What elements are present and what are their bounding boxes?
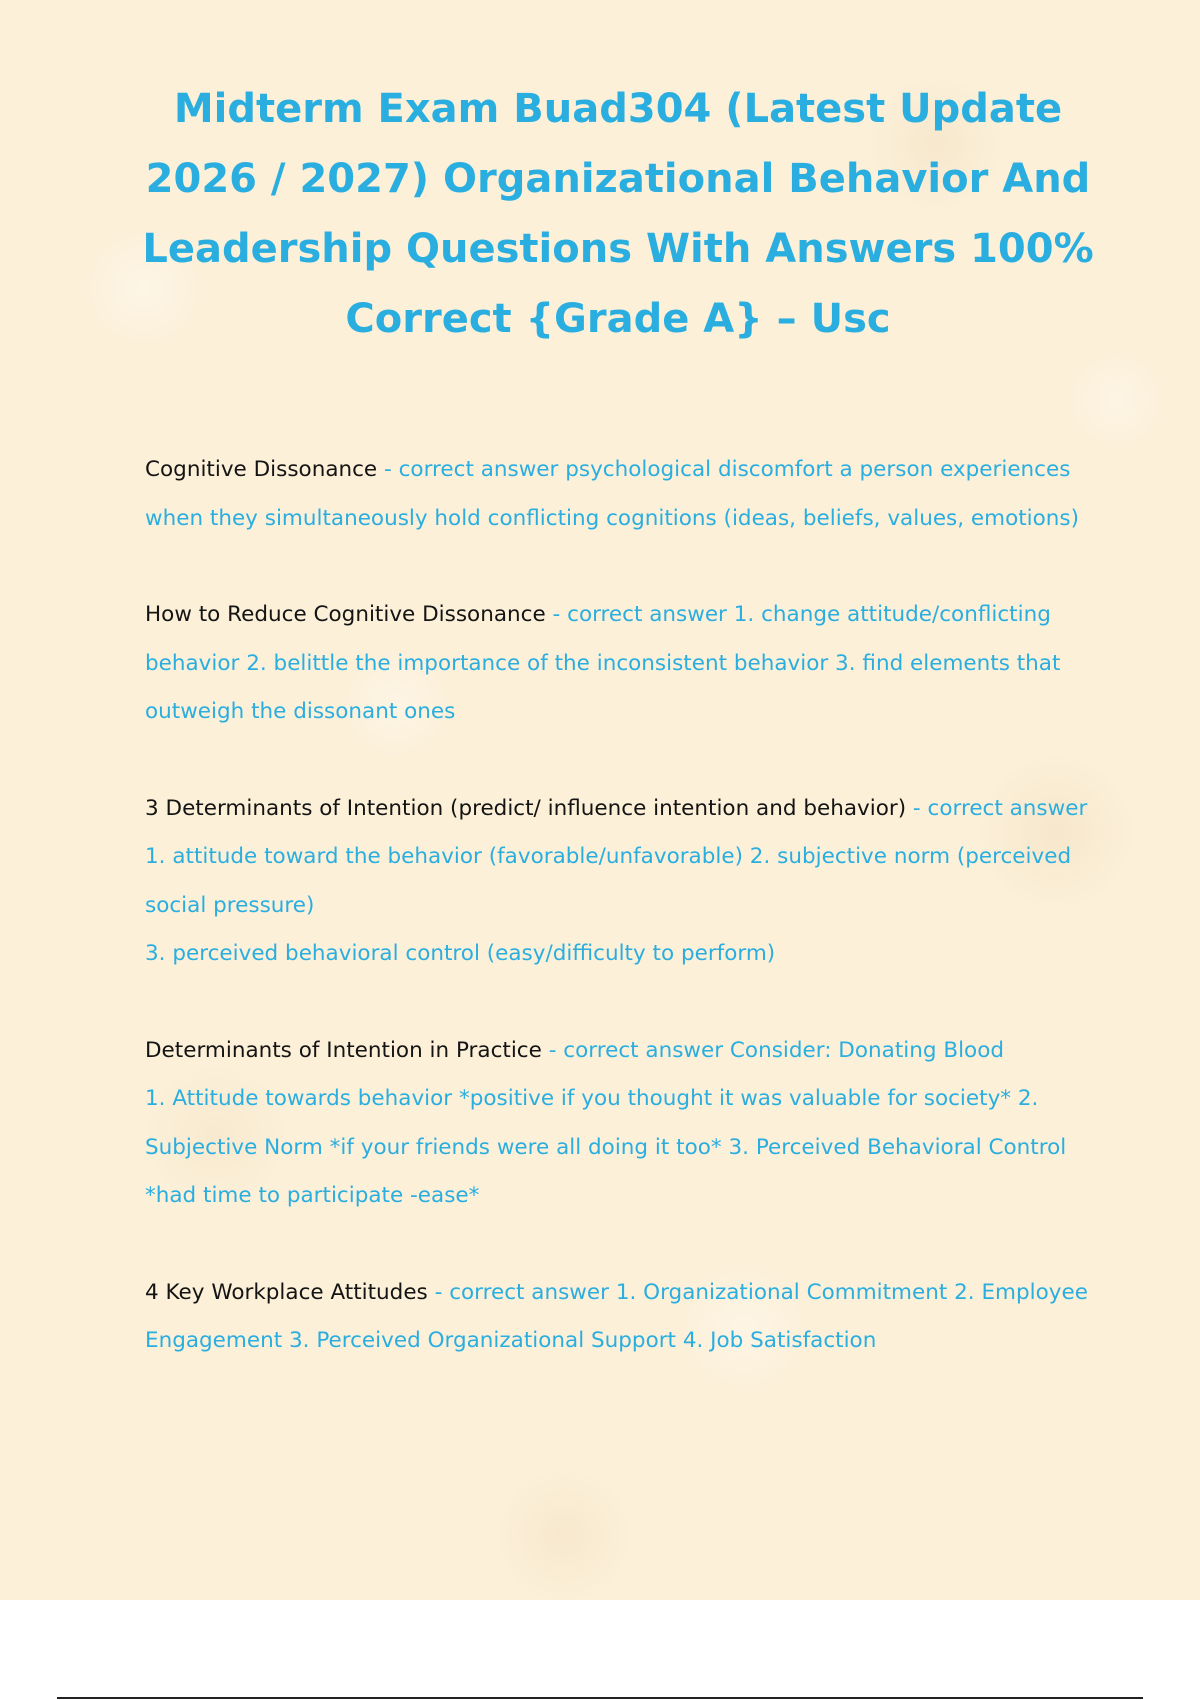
- entry-separator: -: [377, 457, 399, 482]
- entry-answer-continued: 1. Attitude towards behavior *positive if you thought it was valuable for society* 2. Subjective Norm *if your friends were all doing it too* 3. Perceived Behavioral Control *had time to participate -ease*: [145, 1086, 1067, 1208]
- qa-entry: [145, 1027, 1095, 1221]
- entry-answer-prefix: correct answer: [449, 1279, 609, 1305]
- entry-separator: -: [545, 602, 568, 627]
- entry-answer-prefix: correct answer: [563, 1037, 724, 1063]
- entry-answer-continued: 3. perceived behavioral control (easy/difficulty to perform): [145, 941, 776, 966]
- entry-term: Cognitive Dissonance: [145, 457, 378, 482]
- entry-separator: -: [906, 795, 928, 821]
- qa-entry: [145, 785, 1095, 979]
- qa-entry: [145, 446, 1095, 543]
- entry-term: 3 Determinants of Intention (predict/ influence intention and behavior): [145, 795, 907, 821]
- entry-term: Determinants of Intention in Practice: [145, 1037, 542, 1063]
- entry-answer-prefix: correct answer: [567, 602, 727, 627]
- entry-answer: Consider: Donating Blood: [729, 1037, 1005, 1063]
- qa-list: [145, 446, 1095, 1414]
- qa-entry: [145, 1269, 1095, 1366]
- entry-term: How to Reduce Cognitive Dissonance: [145, 602, 546, 627]
- entry-term: 4 Key Workplace Attitudes: [145, 1279, 428, 1305]
- entry-answer-prefix: correct answer: [927, 795, 1088, 821]
- entry-answer-prefix: correct answer: [398, 457, 559, 482]
- footer-divider: [57, 1697, 1143, 1699]
- entry-answer: 1. attitude toward the behavior (favorable/unfavorable) 2. subjective norm (perceived social pressure): [145, 844, 1072, 918]
- qa-entry: [145, 591, 1095, 737]
- entry-separator: -: [541, 1037, 564, 1063]
- entry-answer: 1. change attitude/conflicting behavior 2. belittle the importance of the inconsistent behavior 3. find elements that outweigh the dissonant ones: [145, 602, 1061, 724]
- document-title: Midterm Exam Buad304 (Latest Update 2026 / 2027) Organizational Behavior And Leadership Questions With Answers 100% Correct {Grade A} – Usc: [142, 86, 1094, 342]
- entry-answer: psychological discomfort a person experiences when they simultaneously hold conflicting cognitions (ideas, beliefs, values, emotions): [145, 457, 1080, 531]
- entry-answer: 1. Organizational Commitment 2. Employee Engagement 3. Perceived Organizational Support 4. Job Satisfaction: [145, 1279, 1088, 1353]
- entry-separator: -: [427, 1279, 450, 1305]
